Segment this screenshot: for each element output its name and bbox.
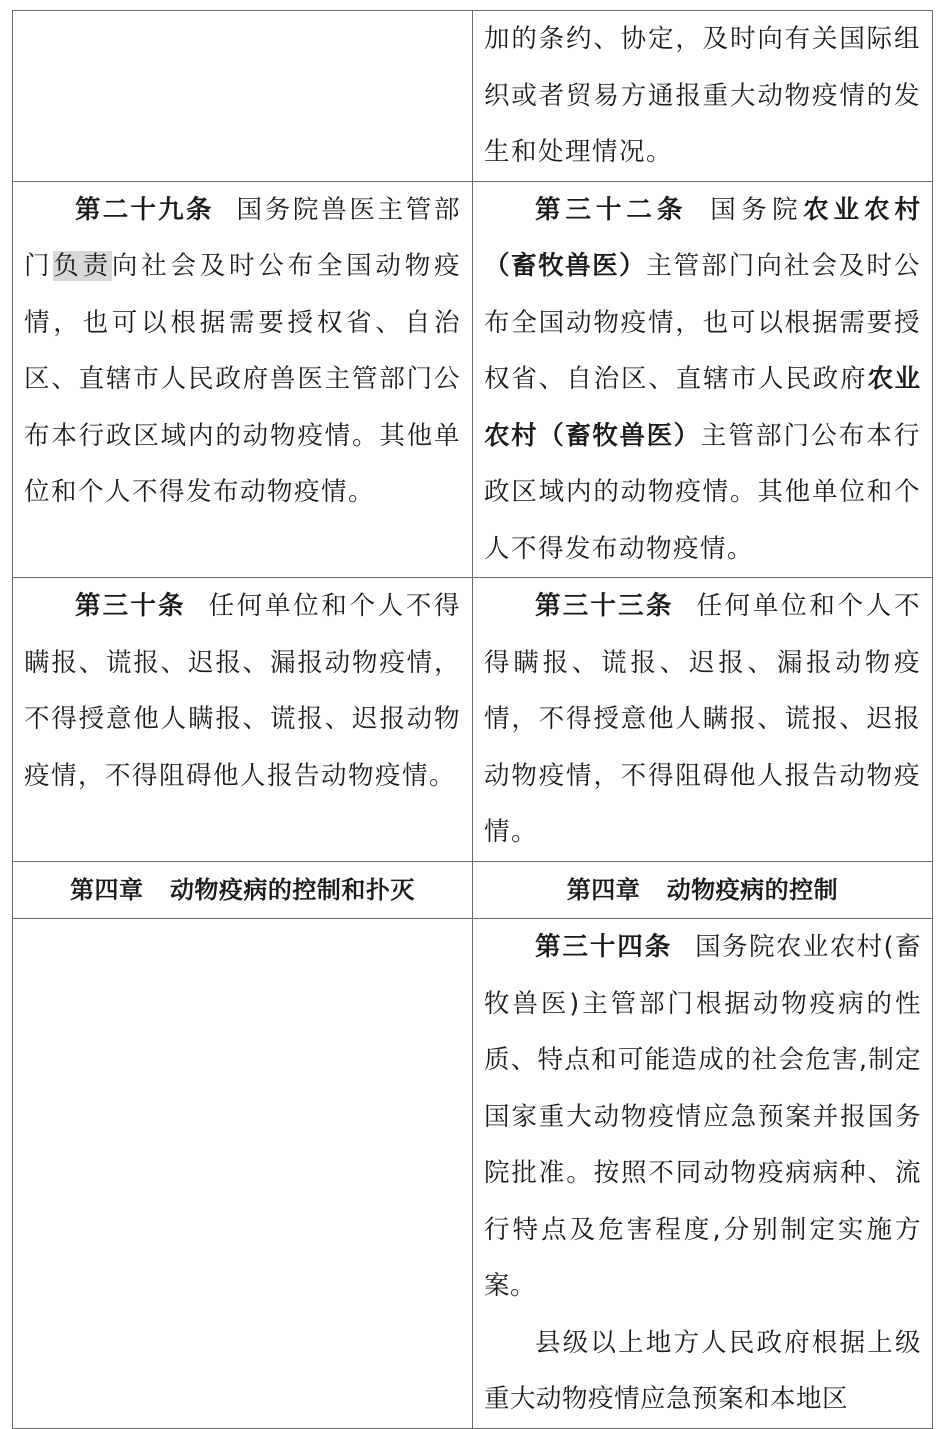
article-number: 第三十四条 [535, 932, 673, 962]
table-row [13, 861, 933, 919]
article-paragraph [484, 919, 921, 1315]
old-chapter-cell [13, 861, 473, 919]
article-number: 第三十三条 [535, 591, 674, 621]
law-comparison-table [12, 10, 933, 1429]
new-text-cell [473, 919, 933, 1429]
article-paragraph [24, 182, 461, 521]
chapter-title: 动物疫病的控制 [666, 875, 839, 904]
article-paragraph: 县级以上地方人民政府根据上级重大动物疫情应急预案和本地区 [484, 1327, 921, 1414]
article-text: 主管部门公布本行政区域内的动物疫情。其他单位和个人不得发布动物疫情。 [484, 420, 921, 564]
article-paragraph [484, 578, 921, 861]
new-text-cell [473, 578, 933, 862]
article-paragraph [484, 182, 921, 578]
table-row [13, 181, 933, 578]
article-text: 任何单位和个人不得瞒报、谎报、迟报、漏报动物疫情，不得授意他人瞒报、谎报、迟报动物疫情，不得阻碍他人报告动物疫情。 [484, 591, 921, 847]
chapter-heading [70, 876, 415, 904]
chapter-number: 第四章 [70, 875, 144, 904]
article-text: 国务院农业农村(畜牧兽医)主管部门根据动物疫病的性质、特点和可能造成的社会危害,制定国家重大动物疫情应急预案并报国务院批准。按照不同动物疫病病种、流行特点及危害程度,分别制定实施方案。 [484, 932, 921, 1301]
new-text-cell [473, 181, 933, 578]
chapter-heading [567, 876, 838, 904]
old-text-cell [13, 578, 473, 862]
table-row [13, 578, 933, 862]
chapter-number: 第四章 [566, 875, 641, 904]
table-row [13, 11, 933, 182]
article-paragraph [24, 578, 461, 804]
old-text-cell [13, 181, 473, 578]
cell-text: 加的条约、协定，及时向有关国际组织或者贸易方通报重大动物疫情的发生和处理情况。 [484, 24, 921, 167]
article-number: 第三十二条 [535, 194, 688, 225]
new-text-cell [473, 11, 933, 182]
article-text: 向社会及时公布全国动物疫情，也可以根据需要授权省、自治区、直辖市人民政府兽医主管部门公布本行政区域内的动物疫情。其他单位和个人不得发布动物疫情。 [24, 251, 461, 507]
article-number: 第三十条 [75, 591, 186, 621]
new-chapter-cell [473, 861, 933, 919]
article-text: 国务院兽医主管部门 [24, 194, 461, 281]
chapter-title: 动物疫病的控制和扑灭 [169, 875, 415, 904]
inserted-text: 农业农村（畜牧兽医） [484, 194, 921, 281]
inserted-text: 农业农村（畜牧兽医） [484, 364, 921, 451]
article-text: 主管部门向社会及时公布全国动物疫情，也可以根据需要授权省、自治区、直辖市人民政府 [484, 251, 921, 394]
highlighted-text: 负责 [53, 251, 112, 281]
old-text-cell [13, 11, 473, 182]
article-number: 第二十九条 [75, 194, 214, 225]
article-text: 国务院 [710, 194, 804, 225]
table-row [13, 919, 933, 1429]
article-text: 任何单位和个人不得瞒报、谎报、迟报、漏报动物疫情，不得授意他人瞒报、谎报、迟报动物疫情，不得阻碍他人报告动物疫情。 [24, 591, 461, 791]
old-text-cell [13, 919, 473, 1429]
